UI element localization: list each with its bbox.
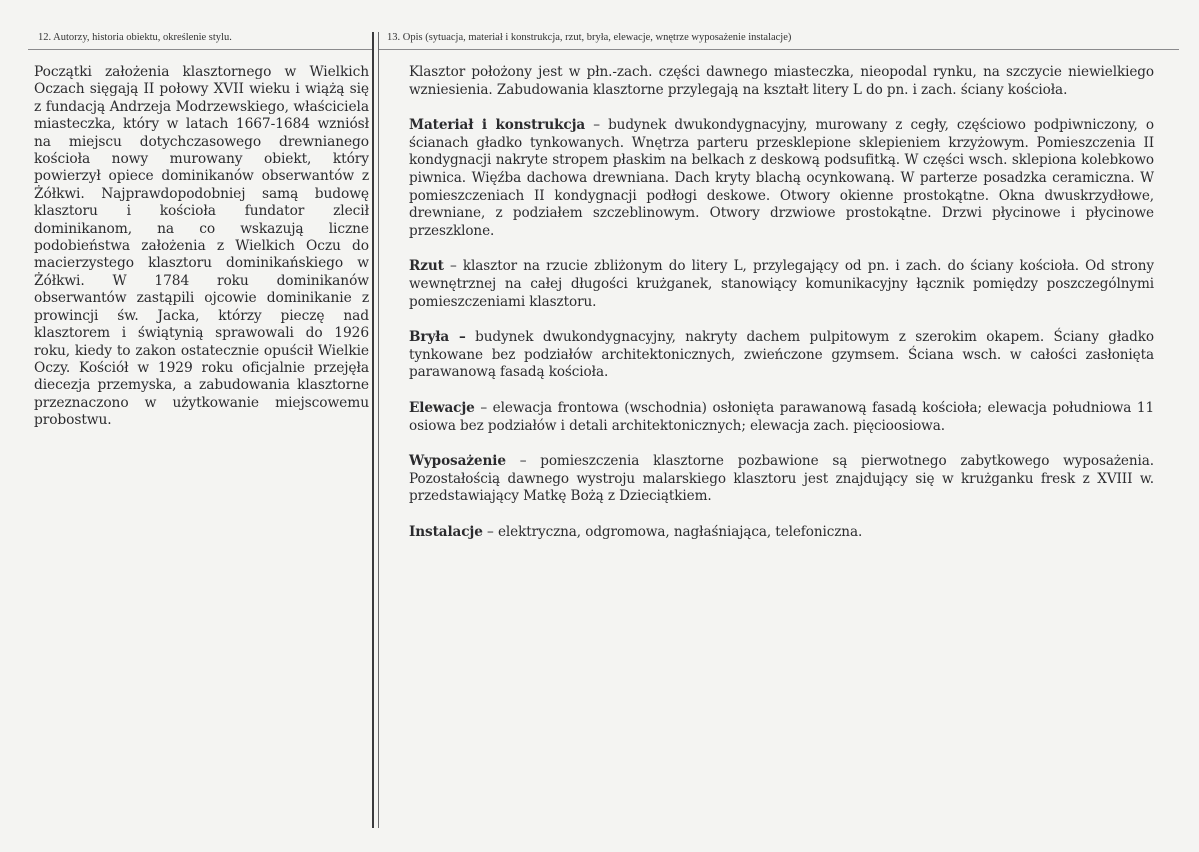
- installations-paragraph: [409, 524, 1154, 542]
- plan-label: Rzut: [409, 258, 444, 275]
- header-divider-left: [28, 49, 372, 50]
- history-text: Początki założenia klasztornego w Wielkich Oczach sięgają II połowy XVII wieku i wiążą się z fundacją Andrzeja Modrzewskiego, właściciela miasteczka, który w latach 1667-1684 wzniósł na miejscu dotychczasowego drewnianego kościoła nowy murowany obiekt, który powierzył opiece dominikanów obserwantów z Żółkwi. Najprawdopodobniej samą budowę klasztoru i kościoła fundator zlecił dominikanom, na co wskazują liczne podobieństwa założenia z Wielkich Oczu do macierzystego klasztoru dominikańskiego w Żółkwi. W 1784 roku dominikanów obserwantów zastąpili ojcowie dominikanie z prowincji św. Jacka, którzy pieczę nad klasztorem i świątynią sprawowali do 1926 roku, kiedy to zakon ostatecznie opuścił Wielkie Oczy. Kościół w 1929 roku oficjalnie przejęła diecezja przemyska, a zabudowania klasztorne przeznaczono w użytkowanie miejscowemu probostwu.: [34, 64, 369, 429]
- history-header: 12. Autorzy, historia obiektu, określenie stylu.: [38, 32, 232, 43]
- material-text: – budynek dwukondygnacyjny, murowany z cegły, częściowo podpiwniczony, o ścianach gładko tynkowanych. Wnętrza parteru przesklepione sklepieniem krzyżowym. Pomieszczenia II kondygnacji nakryte stropem płaskim na belkach z deskową podsufitką. W części wsch. sklepiona kolebkowo piwnica. Więźba dachowa drewniana. Dach kryty blachą ocynkowaną. W parterze posadzka ceramiczna. W pomieszczeniach II kondygnacji podłogi deskowe. Otwory okienne prostokątne. Okna dwuskrzydłowe, drewniane, z podziałem szczeblinowym. Otwory drzwiowe prostokątne. Drzwi płycinowe i płycinowe przeszklone.: [409, 117, 1154, 239]
- elevations-paragraph: [409, 400, 1154, 435]
- furnishing-label: Wyposażenie: [409, 453, 506, 470]
- body-label: Bryła –: [409, 329, 466, 346]
- plan-paragraph: [409, 258, 1154, 311]
- material-label: Materiał i konstrukcja: [409, 117, 586, 134]
- elevations-text: – elewacja frontowa (wschodnia) osłonięta parawanową fasadą kościoła; elewacja południowa 11 osiowa bez podziałów i detali architektonicznych; elewacja zach. pięcioosiowa.: [409, 399, 1154, 434]
- header-divider-right: [379, 49, 1179, 50]
- body-text: budynek dwukondygnacyjny, nakryty dachem pulpitowym z szerokim okapem. Ściany gładko tynkowane bez podziałów architektonicznych, zwieńczone gzymsem. Ściana wsch. w całości zasłonięta parawanową fasadą kościoła.: [409, 329, 1154, 381]
- furnishing-text: – pomieszczenia klasztorne pozbawione są pierwotnego zabytkowego wyposażenia. Pozostałością dawnego wystroju malarskiego klasztoru jest znajdujący się w krużganku fresk z XVIII w. przedstawiający Matkę Bożą z Dzieciątkiem.: [409, 453, 1154, 505]
- description-body: [409, 64, 1154, 559]
- history-column: [28, 32, 374, 828]
- installations-label: Instalacje: [409, 523, 483, 540]
- situation-text: Klasztor położony jest w płn.-zach. części dawnego miasteczka, nieopodal rynku, na szczycie niewielkiego wzniesienia. Zabudowania klasztorne przylegają na kształt litery L do pn. i zach. ściany kościoła.: [409, 64, 1154, 98]
- material-paragraph: [409, 117, 1154, 240]
- situation-paragraph: [409, 64, 1154, 99]
- description-column: [378, 32, 1179, 828]
- installations-text: – elektryczna, odgromowa, nagłaśniająca, telefoniczna.: [482, 523, 863, 540]
- body-paragraph: [409, 329, 1154, 382]
- furnishing-paragraph: [409, 453, 1154, 506]
- plan-text: – klasztor na rzucie zbliżonym do litery L, przylegający od pn. i zach. do ściany kościoła. Od strony wewnętrznej na całej długości krużganek, stanowiący komunikacyjny łącznik pomiędzy poszczególnymi pomieszczeniami klasztoru.: [409, 258, 1154, 310]
- form-table: [28, 32, 1193, 828]
- description-header: 13. Opis (sytuacja, materiał i konstrukcja, rzut, bryła, elewacje, wnętrze wyposażenie instalacje): [387, 32, 792, 43]
- elevations-label: Elewacje: [409, 399, 475, 416]
